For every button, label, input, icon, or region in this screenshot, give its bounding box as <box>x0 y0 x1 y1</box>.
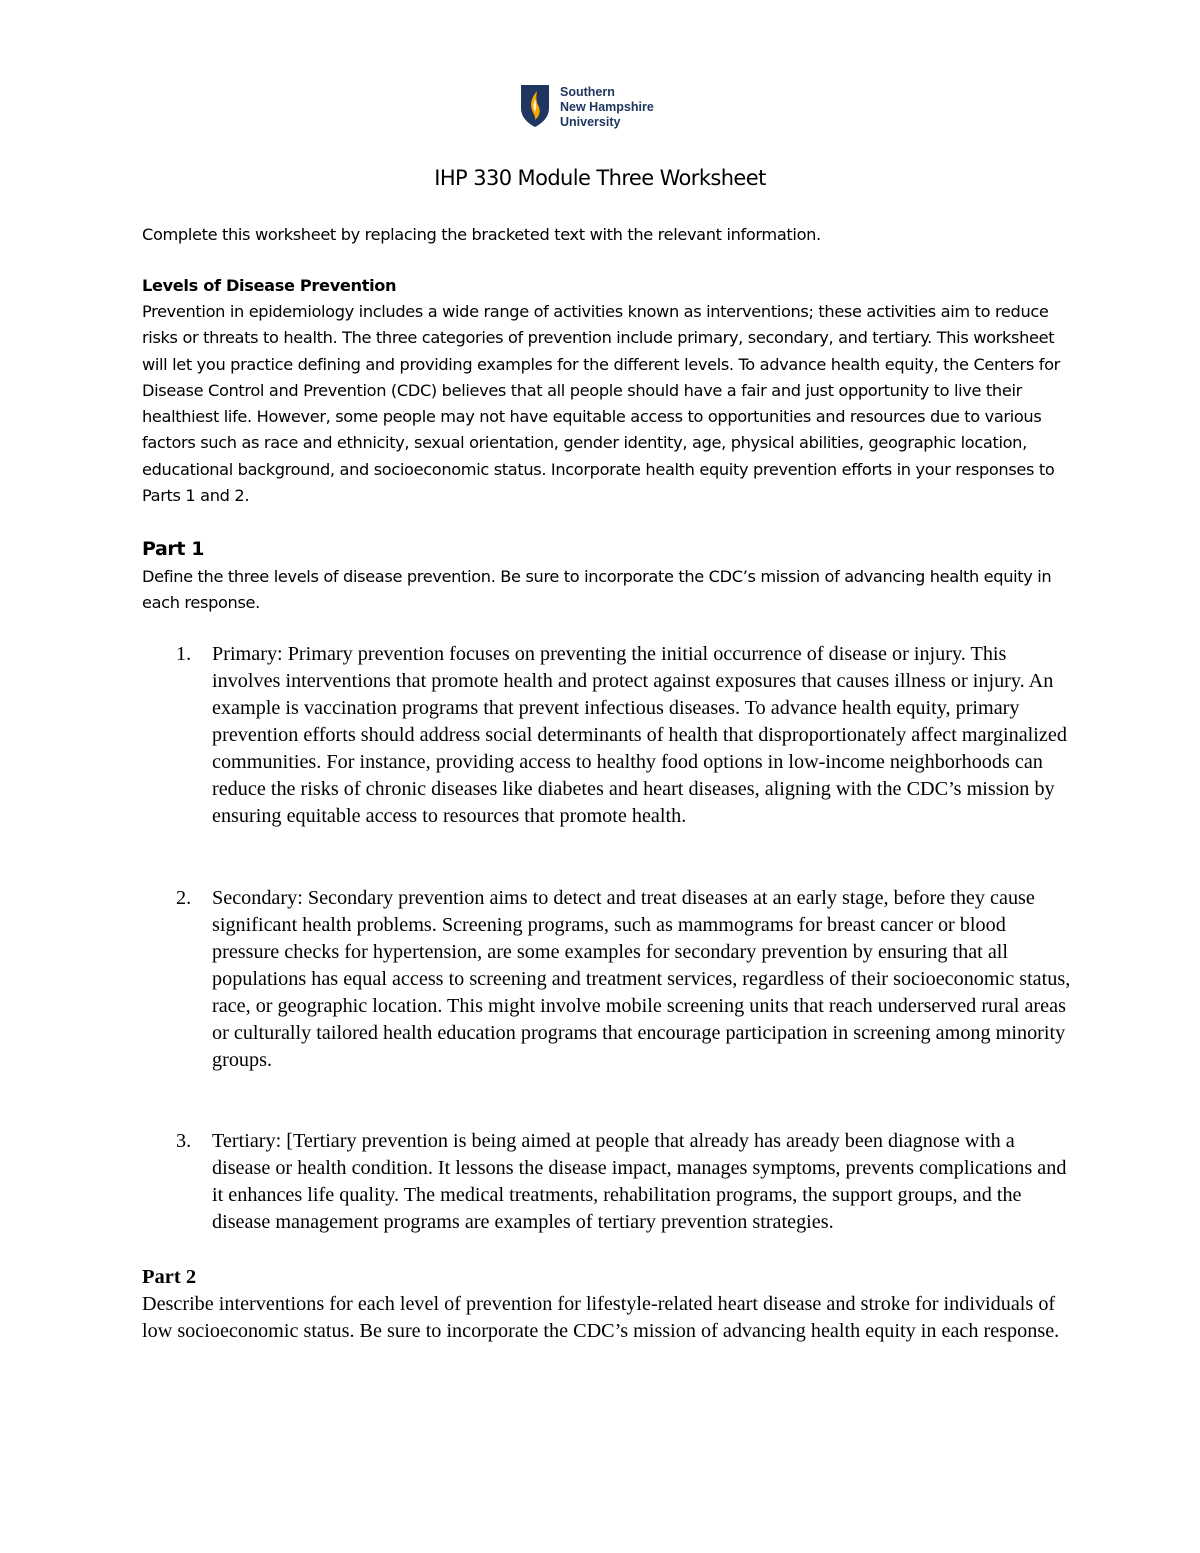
logo-line-1: Southern <box>560 85 615 99</box>
secondary-response: Secondary: Secondary prevention aims to detect and treat diseases at an early stage, before they cause significant health problems. Screening programs, such as mammograms for breast cancer or blood pressure checks for hypertension, are some examples for secondary prevention by ensuring that all populations has equal access to screening and treatment services, regardless of their socioeconomic status, race, or geographic location. This might involve mobile screening units that reach underserved rural areas or culturally tailored health education programs that encourage participation in screening among minority groups. <box>212 887 1071 1071</box>
part2-instructions: Describe interventions for each level of prevention for lifestyle-related heart disease and stroke for individuals of low socioeconomic status. Be sure to incorporate the CDC’s mission of advancing health equity in each response. <box>142 1293 1060 1342</box>
levels-heading: Levels of Disease Prevention <box>142 276 397 295</box>
tertiary-response: Tertiary: [Tertiary prevention is being aimed at people that already has aready been diagnose with a disease or health condition. It lessons the disease impact, manages symptoms, prevents complications and it enhances life quality. The medical treatments, rehabilitation programs, the support groups, and the disease management programs are examples of tertiary prevention strategies. <box>212 1130 1067 1233</box>
snhu-shield-icon <box>520 84 550 128</box>
list-number: 1. <box>176 643 192 665</box>
page-title: IHP 330 Module Three Worksheet <box>434 166 766 190</box>
list-number: 2. <box>176 887 192 909</box>
logo-wordmark <box>560 85 654 130</box>
levels-paragraph: Prevention in epidemiology includes a wide range of activities known as interventions; these activities aim to reduce risks or threats to health. The three categories of prevention include primary, secondary, and tertiary. This worksheet will let you practice defining and providing examples for the different levels. To advance health equity, the Centers for Disease Control and Prevention (CDC) believes that all people should have a fair and just opportunity to live their healthiest life. However, some people may not have equitable access to opportunities and resources due to various factors such as race and ethnicity, sexual orientation, gender identity, age, physical abilities, geographic location, educational background, and socioeconomic status. Incorporate health equity prevention efforts in your responses to Parts 1 and 2. <box>142 302 1060 506</box>
part1-heading: Part 1 <box>142 538 205 560</box>
list-number: 3. <box>176 1130 192 1152</box>
logo-line-2: New Hampshire <box>560 100 654 114</box>
part1-instructions: Define the three levels of disease prevention. Be sure to incorporate the CDC’s mission of advancing health equity in each response. <box>142 567 1052 613</box>
logo-line-3: University <box>560 115 621 129</box>
part2-heading: Part 2 <box>142 1266 197 1288</box>
university-logo <box>520 84 654 130</box>
intro-instructions: Complete this worksheet by replacing the bracketed text with the relevant information. <box>142 225 821 244</box>
primary-response: Primary: Primary prevention focuses on preventing the initial occurrence of disease or injury. This involves interventions that promote health and protect against exposures that causes illness or injury. An example is vaccination programs that prevent infectious diseases. To advance health equity, primary prevention efforts should address social determinants of health that disproportionately affect marginalized communities. For instance, providing access to healthy food options in low-income neighborhoods can reduce the risks of chronic diseases like diabetes and heart diseases, aligning with the CDC’s mission by ensuring equitable access to resources that promote health. <box>212 643 1067 827</box>
